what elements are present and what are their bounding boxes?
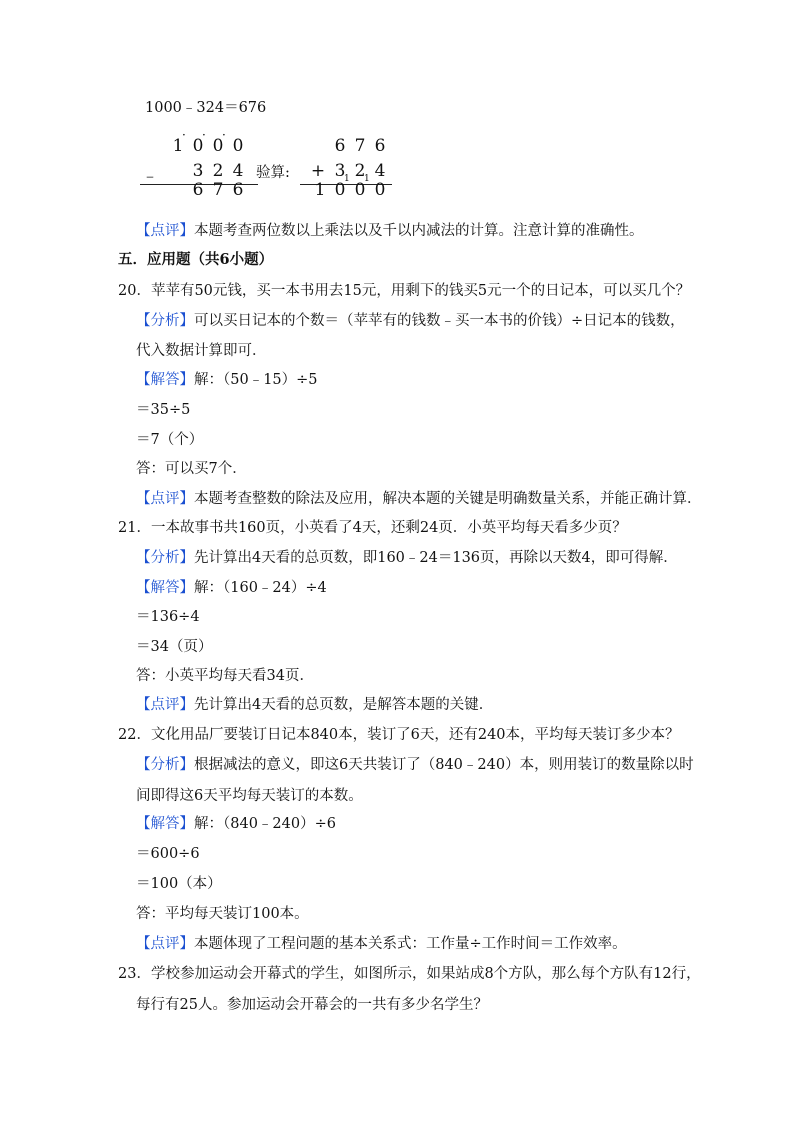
answer-tag: 【解答】 (136, 816, 194, 832)
q20-step: ＝35÷5 (136, 402, 191, 418)
q21-review (136, 695, 493, 715)
q22-review (136, 934, 627, 954)
question-23-cont: 每行有25人。参加运动会开幕会的一共有多少名学生？ (136, 997, 488, 1013)
question-23: 23．学校参加运动会开幕式的学生，如图所示，如果站成8个方队，那么每个方队有12行， (118, 966, 701, 982)
answer-tag: 【解答】 (136, 580, 194, 596)
q20-review (136, 489, 702, 509)
review-text: 本题考查整数的除法及应用，解决本题的关键是明确数量关系，并能正确计算． (194, 491, 702, 507)
intro-line: 1000﹣324＝676 (145, 100, 267, 116)
analysis-text: 可以买日记本的个数＝（苹苹有的钱数﹣买一本书的价钱）÷日记本的钱数， (194, 313, 685, 329)
sub-second-digit: 4 (232, 161, 244, 181)
add-second-digit: 4 (374, 161, 386, 181)
add-second-digit: 2 (354, 161, 366, 181)
review-tag: 【点评】 (136, 697, 194, 713)
review-text: 本题体现了工程问题的基本关系式：工作量÷工作时间＝工作效率。 (194, 936, 627, 952)
add-top-digit: 6 (334, 136, 346, 156)
sub-result-digit: 7 (212, 180, 224, 200)
review-tag: 【点评】 (136, 936, 194, 952)
answer-tag: 【解答】 (136, 372, 194, 388)
review-text: 先计算出4天看的总页数，是解答本题的关键． (194, 697, 494, 713)
q19-review (136, 221, 644, 241)
question-20: 20．苹苹有50元钱，买一本书用去15元，用剩下的钱买5元一个的日记本，可以买几个？ (118, 283, 691, 299)
add-result-digit: 0 (334, 180, 346, 200)
vertical-subtraction: · · · 1 0 0 0 ﹣ 3 2 4 6 7 6 (140, 130, 270, 202)
q20-conclusion: 答：可以买7个． (136, 461, 247, 477)
carry-mark: 1 (364, 174, 370, 184)
sub-result-digit: 6 (232, 180, 244, 200)
q21-step: ＝136÷4 (136, 609, 200, 625)
vertical-addition-check (298, 130, 398, 202)
q20-answer (136, 370, 318, 390)
review-tag: 【点评】 (136, 491, 194, 507)
sub-top-digit: 0 (192, 136, 204, 156)
section-title: 五．应用题（共6小题） (118, 251, 274, 268)
q22-answer (136, 814, 336, 834)
analysis-tag: 【分析】 (136, 550, 194, 566)
q20-analysis (136, 311, 685, 331)
q21-conclusion: 答：小英平均每天看34页． (136, 668, 314, 684)
add-second-digit: 3 (334, 161, 346, 181)
sub-top-digit: 1 (172, 136, 184, 156)
q22-step: ＝100（本） (136, 876, 222, 892)
question-21: 21．一本故事书共160页，小英看了4天，还剩24页．小英平均每天看多少页？ (118, 520, 627, 536)
carry-mark: 1 (344, 174, 350, 184)
review-tag: 【点评】 (136, 223, 194, 239)
sub-top-digit: 0 (232, 136, 244, 156)
q21-answer (136, 578, 327, 598)
sub-top-digit: 0 (212, 136, 224, 156)
q22-conclusion: 答：平均每天装订100本。 (136, 906, 309, 922)
answer-text: 解：（160﹣24）÷4 (194, 580, 327, 596)
add-result-digit: 0 (374, 180, 386, 200)
add-top-digit: 6 (374, 136, 386, 156)
check-label: 验算: (256, 165, 290, 181)
analysis-tag: 【分析】 (136, 757, 194, 773)
plus-sign: + (310, 161, 326, 181)
q22-step: ＝600÷6 (136, 846, 200, 862)
answer-text: 解：（840﹣240）÷6 (194, 816, 336, 832)
review-text: 本题考查两位数以上乘法以及千以内减法的计算。注意计算的准确性。 (194, 223, 644, 239)
q20-analysis-cont: 代入数据计算即可． (136, 343, 267, 359)
sub-second-digit: 2 (212, 161, 224, 181)
q22-analysis-cont: 间即得这6天平均每天装订的本数。 (136, 788, 363, 804)
add-result-digit: 1 (314, 180, 326, 200)
sub-second-digit: 3 (192, 161, 204, 181)
sub-result-digit: 6 (192, 180, 204, 200)
analysis-text: 根据减法的意义，即这6天共装订了（840﹣240）本，则用装订的数量除以时 (194, 757, 694, 773)
q21-step: ＝34（页） (136, 639, 213, 655)
answer-text: 解：（50﹣15）÷5 (194, 372, 318, 388)
q21-analysis (136, 548, 678, 568)
add-top-digit: 7 (354, 136, 366, 156)
analysis-tag: 【分析】 (136, 313, 194, 329)
minus-sign: ﹣ (141, 166, 159, 186)
analysis-text: 先计算出4天看的总页数，即160﹣24＝136页，再除以天数4，即可得解． (194, 550, 678, 566)
question-22: 22．文化用品厂要装订日记本840本，装订了6天，还有240本，平均每天装订多少本？ (118, 727, 680, 743)
add-result-digit: 0 (354, 180, 366, 200)
q22-analysis (136, 755, 694, 775)
q20-step: ＝7（个） (136, 432, 204, 448)
